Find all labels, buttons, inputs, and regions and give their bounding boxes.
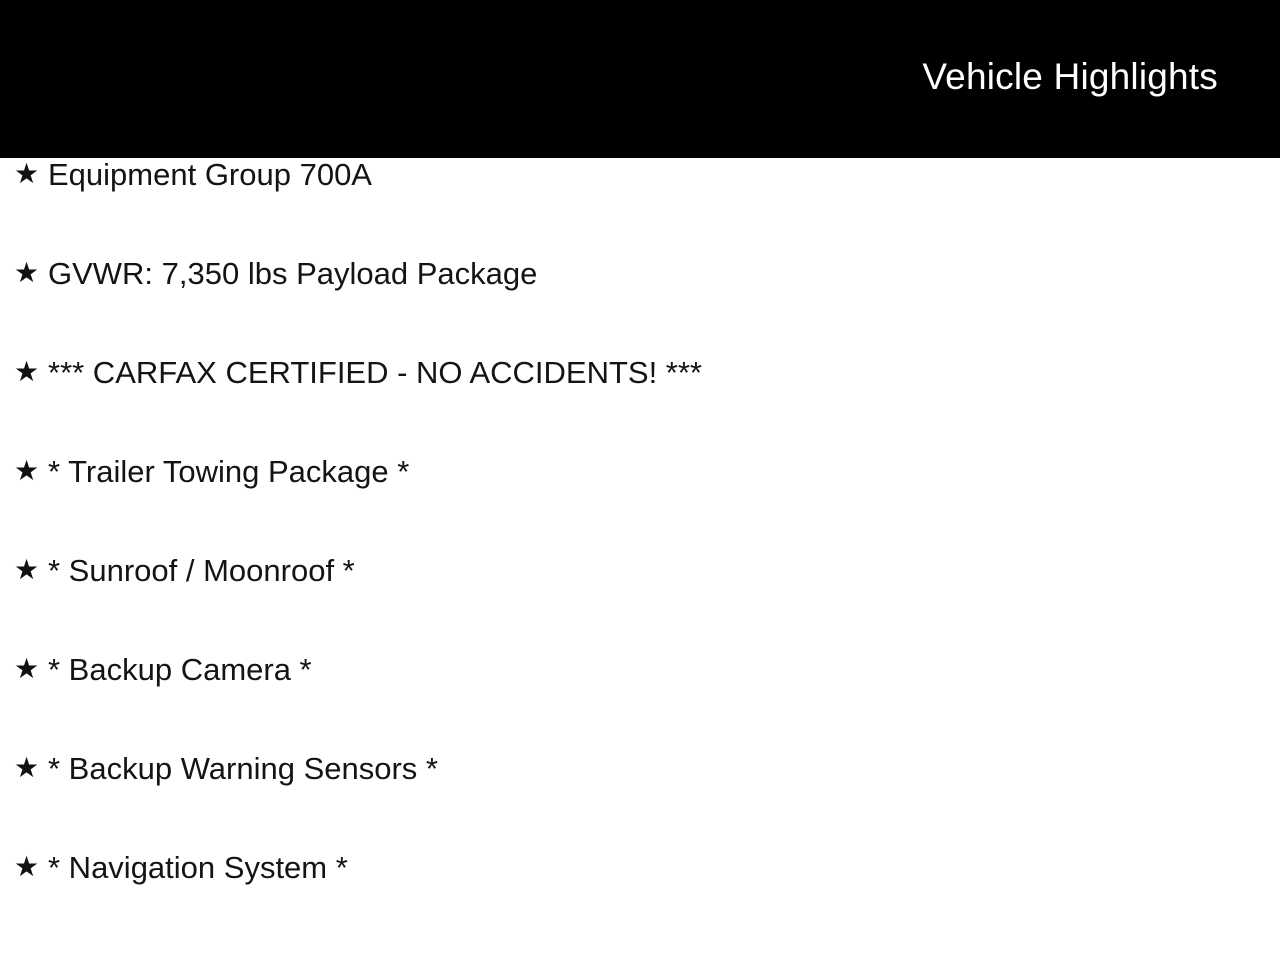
highlight-label: * Backup Warning Sensors * bbox=[48, 751, 438, 786]
highlight-label: * Sunroof / Moonroof * bbox=[48, 553, 355, 588]
highlight-label: Equipment Group 700A bbox=[48, 157, 372, 192]
highlight-label: * Trailer Towing Package * bbox=[48, 454, 410, 489]
star-icon: ★ bbox=[14, 356, 40, 387]
star-icon: ★ bbox=[14, 455, 40, 486]
star-icon: ★ bbox=[14, 653, 40, 684]
list-item bbox=[0, 356, 1280, 455]
header-bar bbox=[0, 0, 1280, 158]
list-item bbox=[0, 554, 1280, 653]
highlights-list bbox=[0, 158, 1280, 950]
list-item bbox=[0, 257, 1280, 356]
page-title: Vehicle Highlights bbox=[922, 56, 1218, 97]
list-item bbox=[0, 653, 1280, 752]
star-icon: ★ bbox=[14, 554, 40, 585]
highlight-label: *** CARFAX CERTIFIED - NO ACCIDENTS! *** bbox=[48, 355, 702, 390]
highlight-label: * Navigation System * bbox=[48, 850, 348, 885]
star-icon: ★ bbox=[14, 851, 40, 882]
list-item bbox=[0, 851, 1280, 950]
star-icon: ★ bbox=[14, 752, 40, 783]
star-icon: ★ bbox=[14, 158, 40, 189]
list-item bbox=[0, 158, 1280, 257]
list-item bbox=[0, 455, 1280, 554]
star-icon: ★ bbox=[14, 257, 40, 288]
highlight-label: GVWR: 7,350 lbs Payload Package bbox=[48, 256, 538, 291]
highlight-label: * Backup Camera * bbox=[48, 652, 312, 687]
list-item bbox=[0, 752, 1280, 851]
